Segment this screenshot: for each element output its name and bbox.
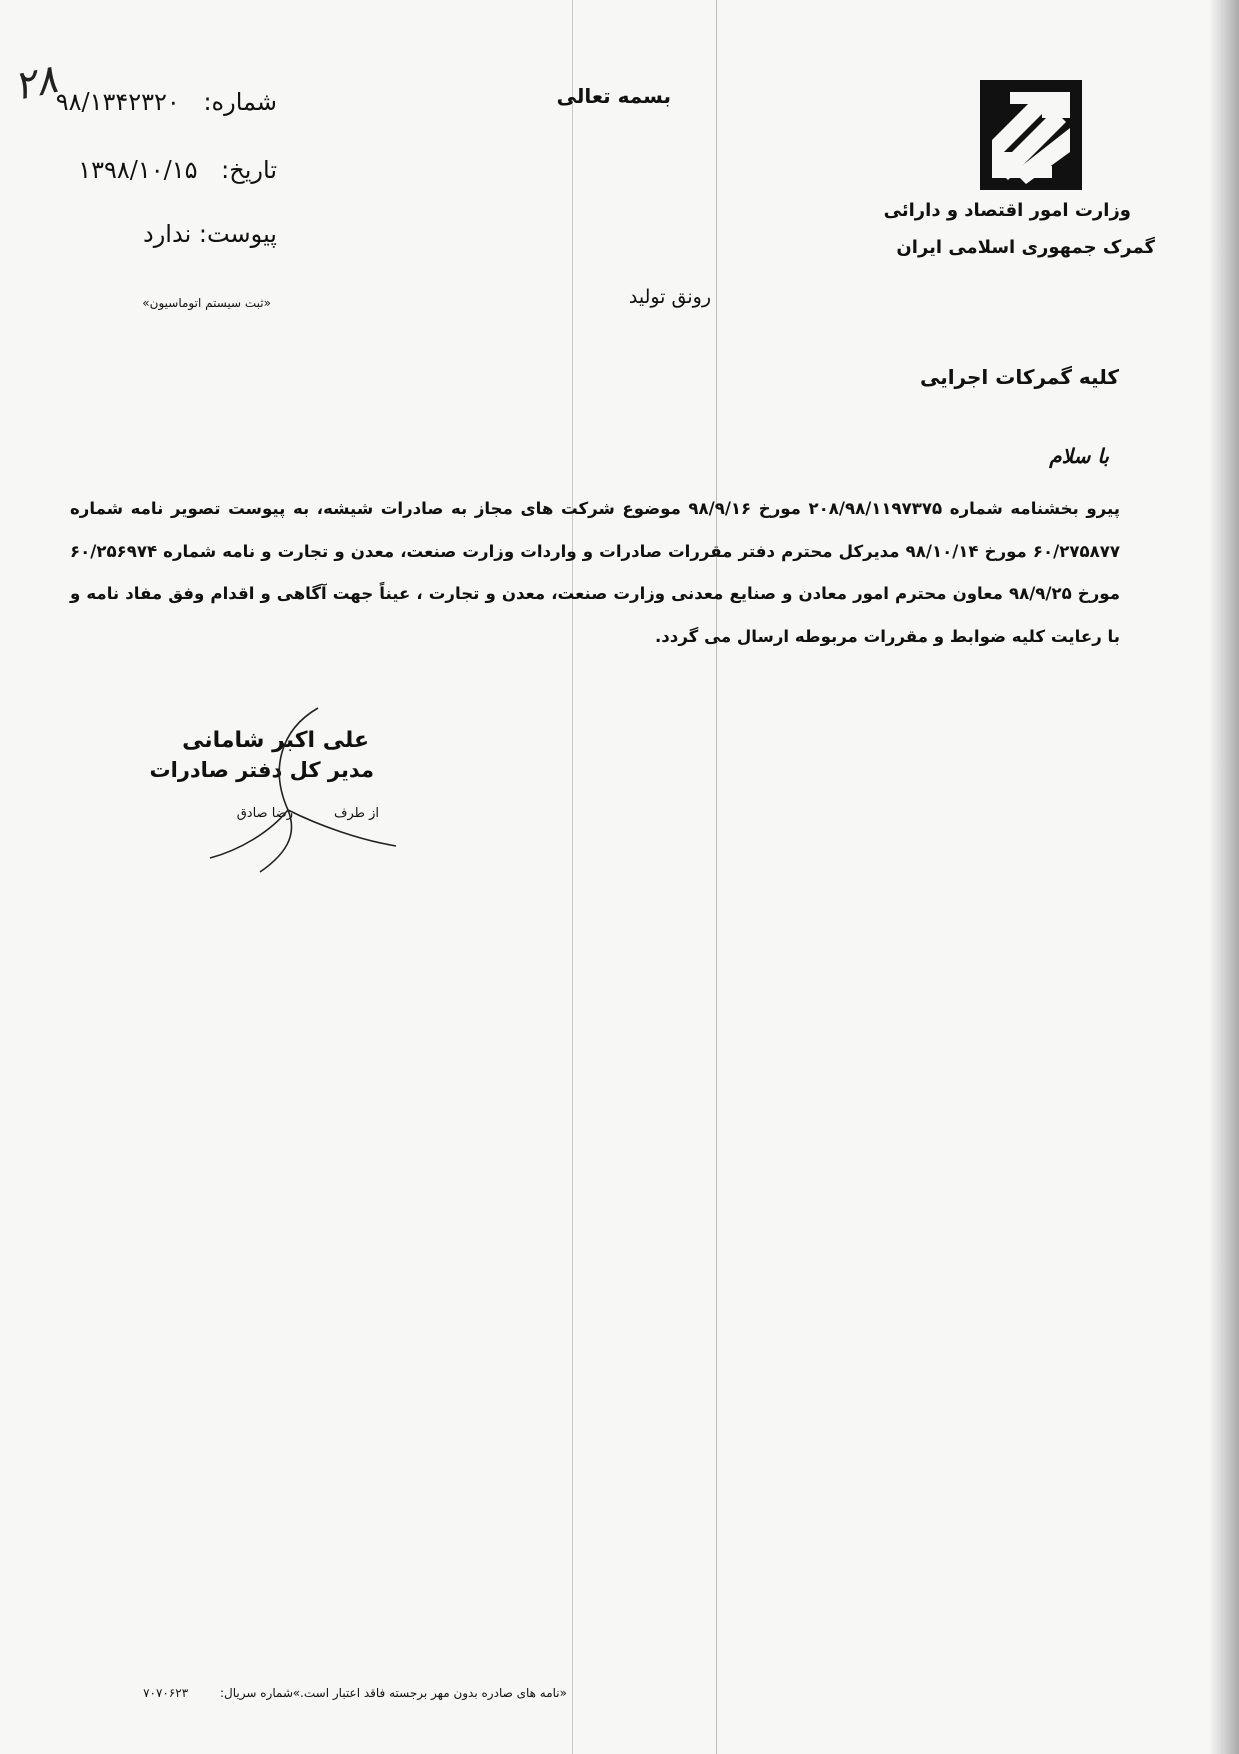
letter-attachment-value: ندارد xyxy=(143,220,192,248)
letter-body: پیرو بخشنامه شماره ۲۰۸/۹۸/۱۱۹۷۳۷۵ مورخ ۹۸/۹/۱۶ موضوع شرکت های مجاز به صادرات شیشه، به پیوست تصویر نامه شماره ۶۰/۲۷۵۸۷۷ مورخ ۹۸/۱۰/۱۴ مدیرکل محترم دفتر مقررات صادرات و واردات وزارت صنعت، معدن و تجارت و نامه شماره ۶۰/۲۵۶۹۷۴ مورخ ۹۸/۹/۲۵ معاون محترم امور معادن و صنایع معدنی وزارت صنعت، معدن و تجارت ، عیناً جهت آگاهی و اقدام وفق مفاد نامه و با رعایت کلیه ضوابط و مقررات مربوطه ارسال می گردد. xyxy=(70,499,1120,646)
signature-stroke xyxy=(200,700,400,880)
serial-number-label: شماره سریال: xyxy=(220,1686,293,1700)
customs-logo-icon xyxy=(980,80,1082,190)
system-note: «ثبت سیستم اتوماسیون» xyxy=(142,296,271,310)
letter-attachment-label: پیوست: xyxy=(198,220,277,248)
on-behalf-label: از طرف xyxy=(333,806,379,821)
serial-number-value: ۷۰۷۰۶۲۳ xyxy=(143,1686,189,1700)
org-customs: گمرک جمهوری اسلامی ایران xyxy=(896,237,1155,258)
serial-number xyxy=(143,1686,293,1700)
letter-number-value: ۹۸/۱۳۴۲۳۲۰ xyxy=(55,88,180,116)
letter-date xyxy=(78,156,277,184)
stamp-note: «نامه های صادره بدون مهر برجسته فاقد اعتبار است.» xyxy=(292,1686,567,1700)
handwritten-mark: ۲۸ xyxy=(9,56,62,110)
copy-label: رونق تولید xyxy=(628,286,711,308)
scan-edge-shadow xyxy=(1209,0,1239,1754)
signatory-name: علی اکبر شامانی xyxy=(182,728,369,753)
letter-date-label: تاریخ: xyxy=(221,156,277,184)
org-ministry: وزارت امور اقتصاد و دارائی xyxy=(883,200,1131,221)
scan-fold-line xyxy=(572,0,573,1754)
signer-name: رضا صادق xyxy=(236,806,293,821)
recipient: کلیه گمرکات اجرایی xyxy=(919,365,1119,389)
greeting: با سلام xyxy=(1049,444,1109,468)
letter-date-value: ۱۳۹۸/۱۰/۱۵ xyxy=(78,156,198,184)
scan-fold-line xyxy=(716,0,717,1754)
letter-number-label: شماره: xyxy=(203,88,277,116)
letter-number xyxy=(56,88,277,116)
letter-attachment xyxy=(143,220,277,248)
bismillah: بسمه تعالی xyxy=(556,84,671,108)
signatory-title: مدیر کل دفتر صادرات xyxy=(149,758,374,782)
